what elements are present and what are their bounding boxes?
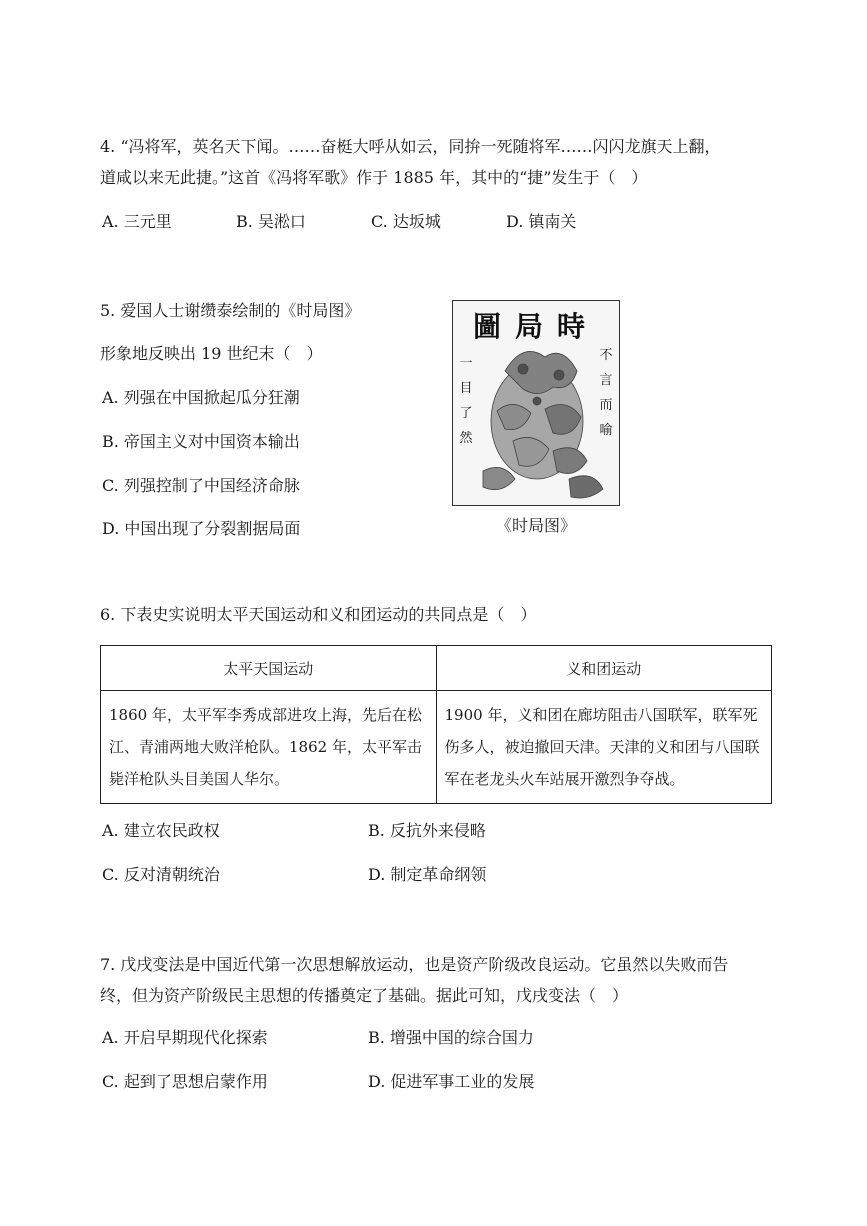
question-6-option-d[interactable]: D. 制定革命纲领 <box>368 865 487 884</box>
shiju-map-figure <box>452 300 620 506</box>
question-5-option-c[interactable]: C. 列强控制了中国经济命脉 <box>102 476 300 495</box>
question-5-option-b[interactable]: B. 帝国主义对中国资本输出 <box>102 432 300 451</box>
figure-caption: 《时局图》 <box>495 516 576 535</box>
figure-left-caption: 一目了然 <box>459 356 473 446</box>
table-cell-taiping: 1860 年，太平军李秀成部进攻上海，先后在松江、青浦两地大败洋枪队。1862 年，太平军击毙洋枪队头目美国人华尔。 <box>101 691 437 804</box>
question-5-stem-line-2: 形象地反映出 19 世纪末（ ） <box>100 344 323 363</box>
table-cell-boxer: 1900 年，义和团在廊坊阻击八国联军，联军死伤多人，被迫撤回天津。天津的义和团与八国联军在老龙头火车站展开激烈争夺战。 <box>436 691 772 804</box>
question-6-stem: 6. 下表史实说明太平天国运动和义和团运动的共同点是（ ） <box>100 605 537 624</box>
table-row <box>101 691 772 804</box>
table-header-taiping: 太平天国运动 <box>101 646 437 691</box>
question-6-option-a[interactable]: A. 建立农民政权 <box>102 821 220 840</box>
question-6-option-c[interactable]: C. 反对清朝统治 <box>102 865 220 884</box>
table-header-row <box>101 646 772 691</box>
history-comparison-table <box>100 645 772 804</box>
table-header-boxer: 义和团运动 <box>436 646 772 691</box>
question-7-stem-line-2: 终，但为资产阶级民主思想的传播奠定了基础。据此可知，戊戌变法（ ） <box>100 986 629 1005</box>
question-7-option-a[interactable]: A. 开启早期现代化探索 <box>102 1028 268 1047</box>
question-7-option-d[interactable]: D. 促进军事工业的发展 <box>368 1072 535 1091</box>
figure-illustration <box>453 301 620 506</box>
question-7-option-b[interactable]: B. 增强中国的综合国力 <box>368 1028 534 1047</box>
question-4-option-d[interactable]: D. 镇南关 <box>506 212 577 231</box>
question-4-option-b[interactable]: B. 吴淞口 <box>236 212 306 231</box>
question-4-option-a[interactable]: A. 三元里 <box>102 212 172 231</box>
question-4-option-c[interactable]: C. 达坂城 <box>371 212 441 231</box>
figure-right-caption: 不言而喻 <box>599 348 613 438</box>
question-7-option-c[interactable]: C. 起到了思想启蒙作用 <box>102 1072 268 1091</box>
question-5-stem-line-1: 5. 爱国人士谢缵泰绘制的《时局图》 <box>100 301 361 320</box>
question-5-option-d[interactable]: D. 中国出现了分裂割据局面 <box>102 519 301 538</box>
question-5-option-a[interactable]: A. 列强在中国掀起瓜分狂潮 <box>102 388 300 407</box>
figure-title: 圖局時 <box>472 310 599 343</box>
question-4-stem-line-1: 4. “冯将军，英名天下闻。……奋梃大呼从如云，同拚一死随将军……闪闪龙旗天上翻， <box>100 137 721 156</box>
question-6-option-b[interactable]: B. 反抗外来侵略 <box>368 821 486 840</box>
question-4-stem-line-2: 道咸以来无此捷。”这首《冯将军歌》作于 1885 年，其中的“捷”发生于（ ） <box>100 168 648 187</box>
question-7-stem-line-1: 7. 戊戌变法是中国近代第一次思想解放运动，也是资产阶级改良运动。它虽然以失败而告 <box>100 955 729 974</box>
